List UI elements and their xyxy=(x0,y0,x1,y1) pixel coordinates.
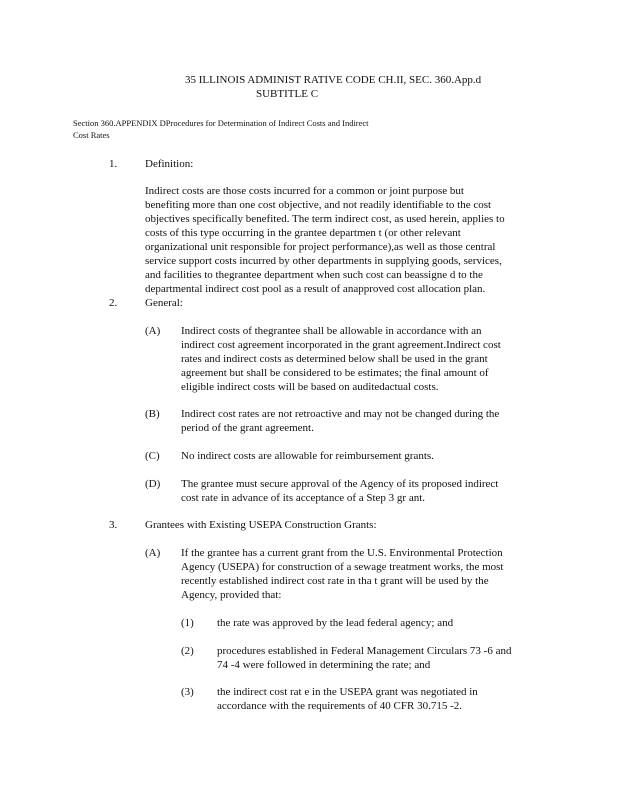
item-3a-label: (A) xyxy=(145,547,161,559)
text-line: If the grantee has a current grant from the U.S. Environmental Protection xyxy=(181,547,503,559)
text-line: cost rate in advance of its acceptance of a Step 3 gr ant. xyxy=(181,492,426,504)
definition-line: Indirect costs are those costs incurred for a common or joint purpose but xyxy=(145,185,464,197)
text-line: procedures established in Federal Management Circulars 73 -6 and xyxy=(217,645,512,657)
item-2c-text xyxy=(181,449,434,463)
text-line: Agency (USEPA) for construction of a sewage treatment works, the most xyxy=(181,561,504,573)
text-line: No indirect costs are allowable for reimbursement grants. xyxy=(181,450,434,462)
definition-line: objectives specifically benefited. The term indirect cost, as used herein, applies to xyxy=(145,213,505,225)
item-1-heading: Definition: xyxy=(145,158,194,170)
text-line: agreement but shall be considered to be estimates; the final amount of xyxy=(181,367,489,379)
sub-1-text xyxy=(217,616,453,630)
text-line: recently established indirect cost rate in tha t grant will be used by the xyxy=(181,575,489,587)
text-line: Indirect cost rates are not retroactive and may not be changed during the xyxy=(181,408,500,420)
item-2d-label: (D) xyxy=(145,478,161,490)
item-2a-label: (A) xyxy=(145,325,161,337)
item-2d-text xyxy=(181,477,498,505)
item-2-number: 2. xyxy=(109,297,118,309)
definition-line: benefiting more than one cost objective, and not readily identifiable to the cost xyxy=(145,199,492,211)
text-line: the rate was approved by the lead federal agency; and xyxy=(217,617,454,629)
definition-line: organizational unit responsible for project performance),as well as those central xyxy=(145,241,496,253)
item-2-heading: General: xyxy=(145,297,183,309)
item-3-heading: Grantees with Existing USEPA Construction Grants: xyxy=(145,519,377,531)
item-3-number: 3. xyxy=(109,519,118,531)
definition-line: and facilities to thegrantee department when such cost can beassigne d to the xyxy=(145,269,483,281)
text-line: accordance with the requirements of 40 CFR 30.715 -2. xyxy=(217,700,462,712)
item-2a-text xyxy=(181,324,501,394)
item-2b-label: (B) xyxy=(145,408,160,420)
text-line: period of the grant agreement. xyxy=(181,422,314,434)
text-line: rates and indirect costs as determined below shall be used in the grant xyxy=(181,353,488,365)
text-line: The grantee must secure approval of the Agency of its proposed indirect xyxy=(181,478,499,490)
definition-line: departmental indirect cost pool as a result of anapproved cost allocation plan. xyxy=(145,283,486,295)
sub-1-label: (1) xyxy=(181,617,194,629)
item-2b-text xyxy=(181,407,499,435)
text-line: eligible indirect costs will be based on auditedactual costs. xyxy=(181,381,439,393)
text-line: Indirect costs of thegrantee shall be allowable in accordance with an xyxy=(181,325,482,337)
item-1-number: 1. xyxy=(109,158,118,170)
sub-2-label: (2) xyxy=(181,645,194,657)
definition-paragraph xyxy=(145,184,505,296)
sub-2-text xyxy=(217,644,511,672)
text-line: the indirect cost rat e in the USEPA grant was negotiated in xyxy=(217,686,478,698)
item-3a-text xyxy=(181,546,504,602)
sub-3-label: (3) xyxy=(181,686,194,698)
header-line-1: 35 ILLINOIS ADMINIST RATIVE CODE CH.II, SEC. 360.App.d xyxy=(185,74,482,86)
definition-line: costs of this type occurring in the grantee departmen t (or other relevant xyxy=(145,227,461,239)
text-line: 74 -4 were followed in determining the rate; and xyxy=(217,659,431,671)
sub-3-text xyxy=(217,685,478,713)
definition-line: service support costs incurred by other departments in supplying goods, services, xyxy=(145,255,502,267)
section-title-line-2: Cost Rates xyxy=(73,130,110,140)
text-line: indirect cost agreement incorporated in the grant agreement.Indirect cost xyxy=(181,339,501,351)
item-2c-label: (C) xyxy=(145,450,160,462)
section-title-line-1: Section 360.APPENDIX DProcedures for Determination of Indirect Costs and Indirect xyxy=(73,118,369,128)
text-line: Agency, provided that: xyxy=(181,589,282,601)
header-line-2: SUBTITLE C xyxy=(256,88,319,100)
